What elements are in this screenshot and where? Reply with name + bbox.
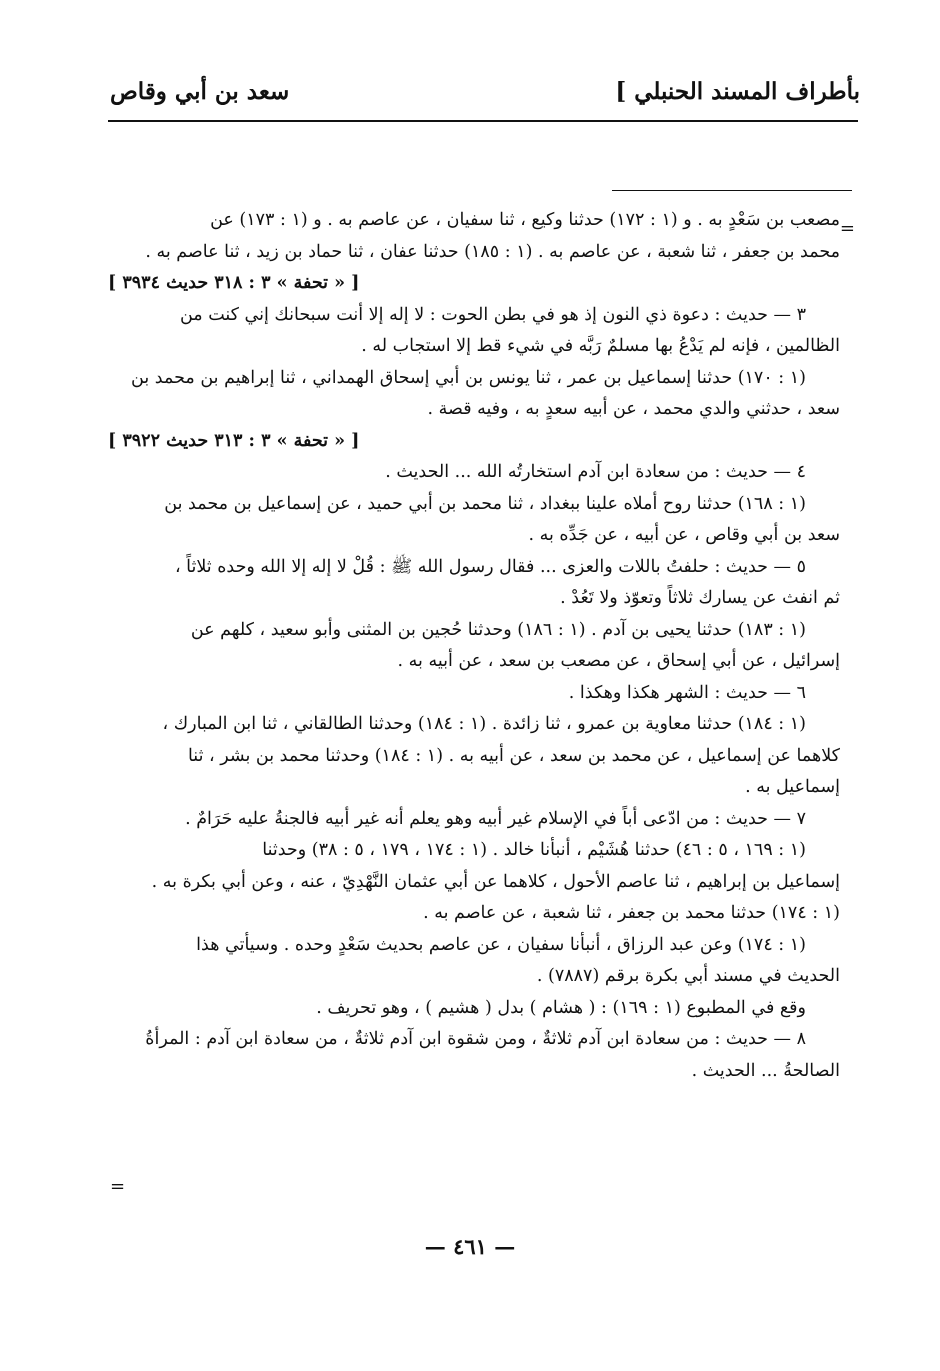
text-line: ٤ — حديث : من سعادة ابن آدم استخارتُه الله ... الحديث . [385,462,806,482]
text-line: كلاهما عن إسماعيل ، عن محمد بن سعد ، عن أبيه به . (١ : ١٨٤) وحدثنا محمد بن بشر ، ثنا [187,745,840,766]
text-line: (١ : ١٨٣) حدثنا يحيى بن آدم . (١ : ١٨٦) وحدثنا حُجين بن المثنى وأبو سعيد ، كلهم عن [190,619,806,640]
reference-line: [ « تحفة » ٣ : ٣١٣ حديث ٣٩٢٢ ] [108,430,360,451]
text-line: سعد ، حدثني والدي محمد ، عن أبيه سعدٍ به ، وفيه قصة . [427,399,840,419]
text-line: ٨ — حديث : من سعادة ابن آدم ثلاثةٌ ، ومن شقوة ابن آدم ثلاثةٌ ، من سعادة ابن آدم : المرأةُ [145,1029,806,1049]
continued-mark: = [839,218,855,239]
text-line: إسرائيل ، عن أبي إسحاق ، عن مصعب بن سعد ، عن أبيه به . [397,651,840,671]
text-line: ٥ — حديث : حلفتُ باللات والعزى ... فقال رسول الله ﷺ : قُلْ لا إله إلا الله وحده ثلاثاً ، [174,556,806,577]
text-line: سعد بن أبي وقاص ، عن أبيه ، عن جَدِّه به . [528,525,840,545]
text-line: ثم انفث عن يسارك ثلاثاً وتعوّذ ولا تَعُدْ . [560,588,840,608]
text-line: (١ : ١٦٨) حدثنا روح أملاه علينا ببغداد ، ثنا محمد بن أبي حميد ، عن إسماعيل بن محمد بن [164,493,806,514]
text-line: الصالحةُ ... الحديث . [691,1060,840,1081]
text-line: وقع في المطبوع (١ : ١٦٩) : ( هشام ) بدل ( هشيم ) ، وهو تحريف . [316,997,806,1018]
page-number: — ٤٦١ — [424,1234,516,1259]
text-line: (١ : ١٦٩ ، ٥ : ٤٦) حدثنا هُشَيْم ، أنبأنا خالد . (١ : ١٧٤ ، ١٧٩ ، ٥ : ٣٨) وحدثنا [262,840,806,860]
text-line: (١ : ١٧٤) حدثنا محمد بن جعفر ، ثنا شعبة ، عن عاصم به . [423,903,840,923]
text-line: محمد بن جعفر ، ثنا شعبة ، عن عاصم به . (١ : ١٨٥) حدثنا عفان ، ثنا حماد بن زيد ، ثنا عاصم به . [145,241,840,262]
text-line: إسماعيل بن إبراهيم ، ثنا عاصم الأحول ، كلاهما عن أبي عثمان النَّهْدِيّ ، عنه ، وعن أبي بكرة به . [151,871,840,892]
text-line: ٧ — حديث : من ادّعى أباً في الإسلام غير أبيه وهو يعلم أنه غير أبيه فالجنةُ عليه حَرَامٌ . [185,808,806,829]
running-header-book-title: بأطراف المسند الحنبلي ] [615,78,860,105]
continues-mark: = [110,1176,126,1197]
text-line: الحديث في مسند أبي بكرة برقم (٧٨٨٧) . [536,966,840,986]
text-line: ٣ — حديث : دعوة ذي النون إذ هو في بطن الحوت : لا إله إلا أنت سبحانك إني كنت من [179,304,806,325]
footnote-rule [612,190,852,191]
text-line: (١ : ١٧٤) وعن عبد الرزاق ، أنبأنا سفيان ، عن عاصم بحديث سَعْدٍ وحده . وسيأتي هذا [196,934,806,955]
body-text [108,205,840,1087]
text-line: ٦ — حديث : الشهر هكذا وهكذا . [568,682,806,703]
text-line: الظالمين ، فإنه لم يَدْعُ بها مسلمٌ رَبَّه في شيء قط إلا استجاب له . [361,336,840,356]
running-header-section-title: سعد بن أبي وقاص [110,78,290,105]
header-rule [108,120,858,122]
text-line: إسماعيل به . [745,777,840,797]
text-line: (١ : ١٨٤) حدثنا معاوية بن عمرو ، ثنا زائدة . (١ : ١٨٤) وحدثنا الطالقاني ، ثنا ابن المبارك ، [162,714,806,734]
text-line: مصعب بن سَعْدٍ به . و (١ : ١٧٢) حدثنا وكيع ، ثنا سفيان ، عن عاصم به . و (١ : ١٧٣) عن [210,210,840,230]
text-line: (١ : ١٧٠) حدثنا إسماعيل بن عمر ، ثنا يونس بن أبي إسحاق الهمداني ، ثنا إبراهيم بن محمد بن [131,367,806,388]
reference-line: [ « تحفة » ٣ : ٣١٨ حديث ٣٩٣٤ ] [108,273,360,293]
